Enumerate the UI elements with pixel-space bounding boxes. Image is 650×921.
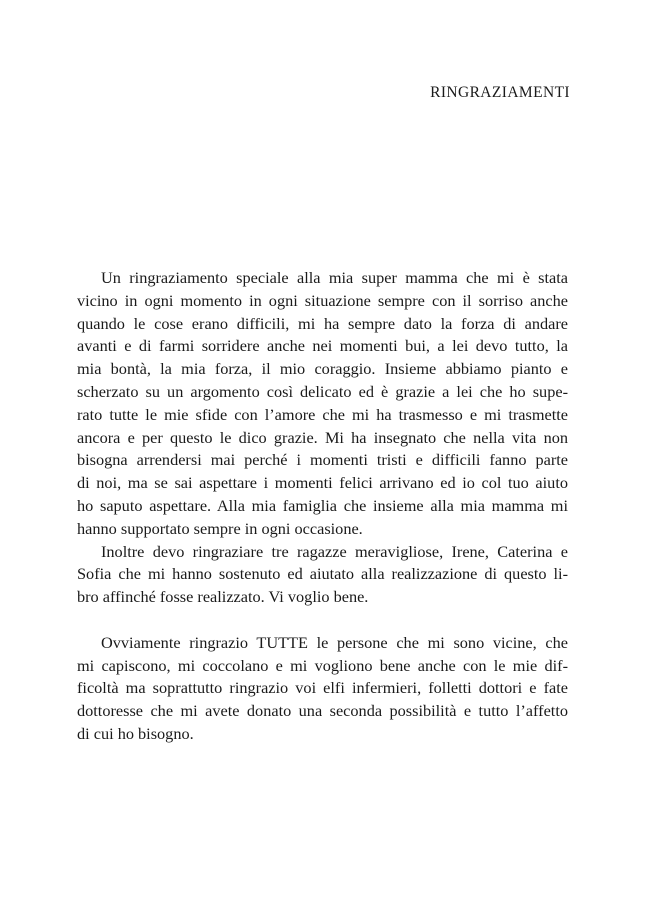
text-line: di cui ho bisogno.: [77, 723, 194, 743]
text-line: quando le cose erano difficili, mi ha sempre dato la forza di andare: [77, 313, 568, 333]
text-line: di noi, ma se sai aspettare i momenti felici arrivano ed io col tuo aiuto: [77, 473, 568, 493]
paragraph-3: [77, 632, 568, 746]
text-line: mi capiscono, mi coccolano e mi vogliono bene anche con le mie dif-: [77, 655, 568, 675]
text-line: vicino in ogni momento in ogni situazione sempre con il sorriso anche: [77, 290, 568, 310]
text-line: hanno supportato sempre in ogni occasione.: [77, 518, 363, 538]
text-line: rato tutte le mie sfide con l’amore che mi ha trasmesso e mi trasmette: [77, 404, 568, 424]
text-line: avanti e di farmi sorridere anche nei momenti bui, a lei devo tutto, la: [77, 336, 568, 356]
page-heading: RINGRAZIAMENTI: [430, 84, 570, 101]
text-line: Ovviamente ringrazio TUTTE le persone che mi sono vicine, che: [101, 632, 568, 652]
text-line: Sofia che mi hanno sostenuto ed aiutato alla realizzazione di questo li-: [77, 564, 568, 584]
text-line: scherzato su un argomento così delicato ed è grazie a lei che ho supe-: [77, 381, 568, 401]
text-line: Un ringraziamento speciale alla mia super mamma che mi è stata: [101, 268, 568, 287]
text-line: ho saputo aspettare. Alla mia famiglia che insieme alla mia mamma mi: [77, 495, 568, 515]
text-line: Inoltre devo ringraziare tre ragazze meravigliose, Irene, Caterina e: [101, 541, 568, 561]
text-line: dottoresse che mi avete donato una seconda possibilità e tutto l’affetto: [77, 701, 568, 721]
paragraph-gap: [77, 609, 568, 632]
text-line: bisogna arrendersi mai perché i momenti tristi e difficili fanno parte: [77, 450, 568, 470]
acknowledgements-text: [77, 267, 568, 746]
text-line: bro affinché fosse realizzato. Vi voglio bene.: [77, 587, 369, 607]
text-line: ancora e per questo le dico grazie. Mi ha insegnato che nella vita non: [77, 427, 568, 447]
paragraph-2: [77, 541, 568, 609]
paragraph-1: [77, 267, 568, 541]
text-line: ficoltà ma soprattutto ringrazio voi elfi infermieri, folletti dottori e fate: [77, 678, 568, 698]
text-line: mia bontà, la mia forza, il mio coraggio. Insieme abbiamo pianto e: [77, 359, 568, 379]
